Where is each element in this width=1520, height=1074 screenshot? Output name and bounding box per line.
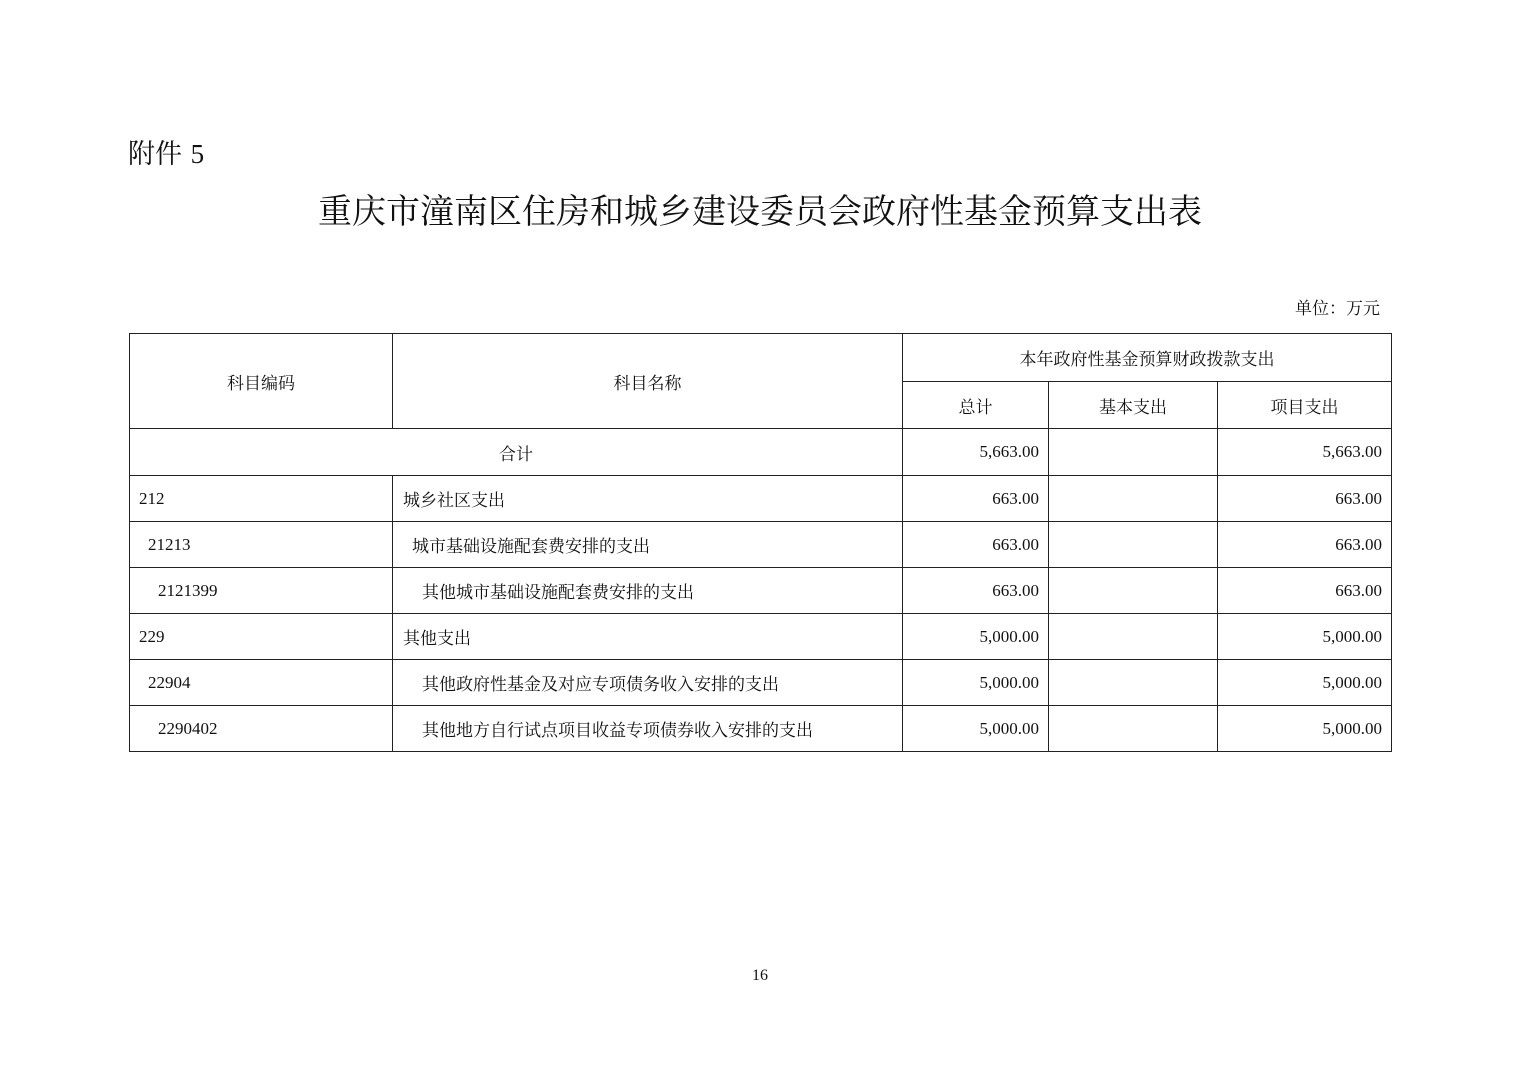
row-project: 5,000.00 xyxy=(1218,614,1392,660)
row-basic xyxy=(1049,706,1218,752)
row-basic xyxy=(1049,568,1218,614)
summary-total: 5,663.00 xyxy=(903,429,1049,476)
header-total: 总计 xyxy=(903,382,1049,429)
row-code: 22904 xyxy=(130,660,393,706)
row-code: 2121399 xyxy=(130,568,393,614)
page-number: 16 xyxy=(752,967,768,984)
row-basic xyxy=(1049,614,1218,660)
summary-project: 5,663.00 xyxy=(1218,429,1392,476)
row-total: 663.00 xyxy=(903,568,1049,614)
table-row xyxy=(130,476,1392,522)
row-basic xyxy=(1049,660,1218,706)
row-name: 其他政府性基金及对应专项债务收入安排的支出 xyxy=(393,660,903,706)
row-total: 663.00 xyxy=(903,476,1049,522)
table-row xyxy=(130,706,1392,752)
table-row xyxy=(130,522,1392,568)
header-group: 本年政府性基金预算财政拨款支出 xyxy=(903,334,1392,382)
table-row xyxy=(130,614,1392,660)
row-name: 城乡社区支出 xyxy=(393,476,903,522)
header-code: 科目编码 xyxy=(130,334,393,429)
row-code: 212 xyxy=(130,476,393,522)
row-name: 其他城市基础设施配套费安排的支出 xyxy=(393,568,903,614)
table-row xyxy=(130,660,1392,706)
row-project: 663.00 xyxy=(1218,568,1392,614)
row-total: 5,000.00 xyxy=(903,614,1049,660)
row-name: 其他地方自行试点项目收益专项债券收入安排的支出 xyxy=(393,706,903,752)
row-name: 其他支出 xyxy=(393,614,903,660)
row-basic xyxy=(1049,522,1218,568)
row-code: 21213 xyxy=(130,522,393,568)
row-total: 663.00 xyxy=(903,522,1049,568)
header-basic: 基本支出 xyxy=(1049,382,1218,429)
row-basic xyxy=(1049,476,1218,522)
unit-label: 单位：万元 xyxy=(1295,299,1380,319)
row-project: 5,000.00 xyxy=(1218,660,1392,706)
row-total: 5,000.00 xyxy=(903,706,1049,752)
page-title: 重庆市潼南区住房和城乡建设委员会政府性基金预算支出表 xyxy=(318,192,1202,232)
row-project: 663.00 xyxy=(1218,476,1392,522)
header-row-1 xyxy=(130,334,1392,382)
row-code: 229 xyxy=(130,614,393,660)
summary-label: 合计 xyxy=(130,429,903,476)
table-row xyxy=(130,568,1392,614)
row-project: 663.00 xyxy=(1218,522,1392,568)
summary-row xyxy=(130,429,1392,476)
attachment-prefix: 附件 xyxy=(128,139,182,170)
header-name: 科目名称 xyxy=(393,334,903,429)
row-name: 城市基础设施配套费安排的支出 xyxy=(393,522,903,568)
row-total: 5,000.00 xyxy=(903,660,1049,706)
row-project: 5,000.00 xyxy=(1218,706,1392,752)
header-project: 项目支出 xyxy=(1218,382,1392,429)
row-code: 2290402 xyxy=(130,706,393,752)
summary-basic xyxy=(1049,429,1218,476)
attachment-number: 5 xyxy=(190,139,205,169)
attachment-label xyxy=(128,136,204,173)
budget-table xyxy=(129,333,1392,752)
